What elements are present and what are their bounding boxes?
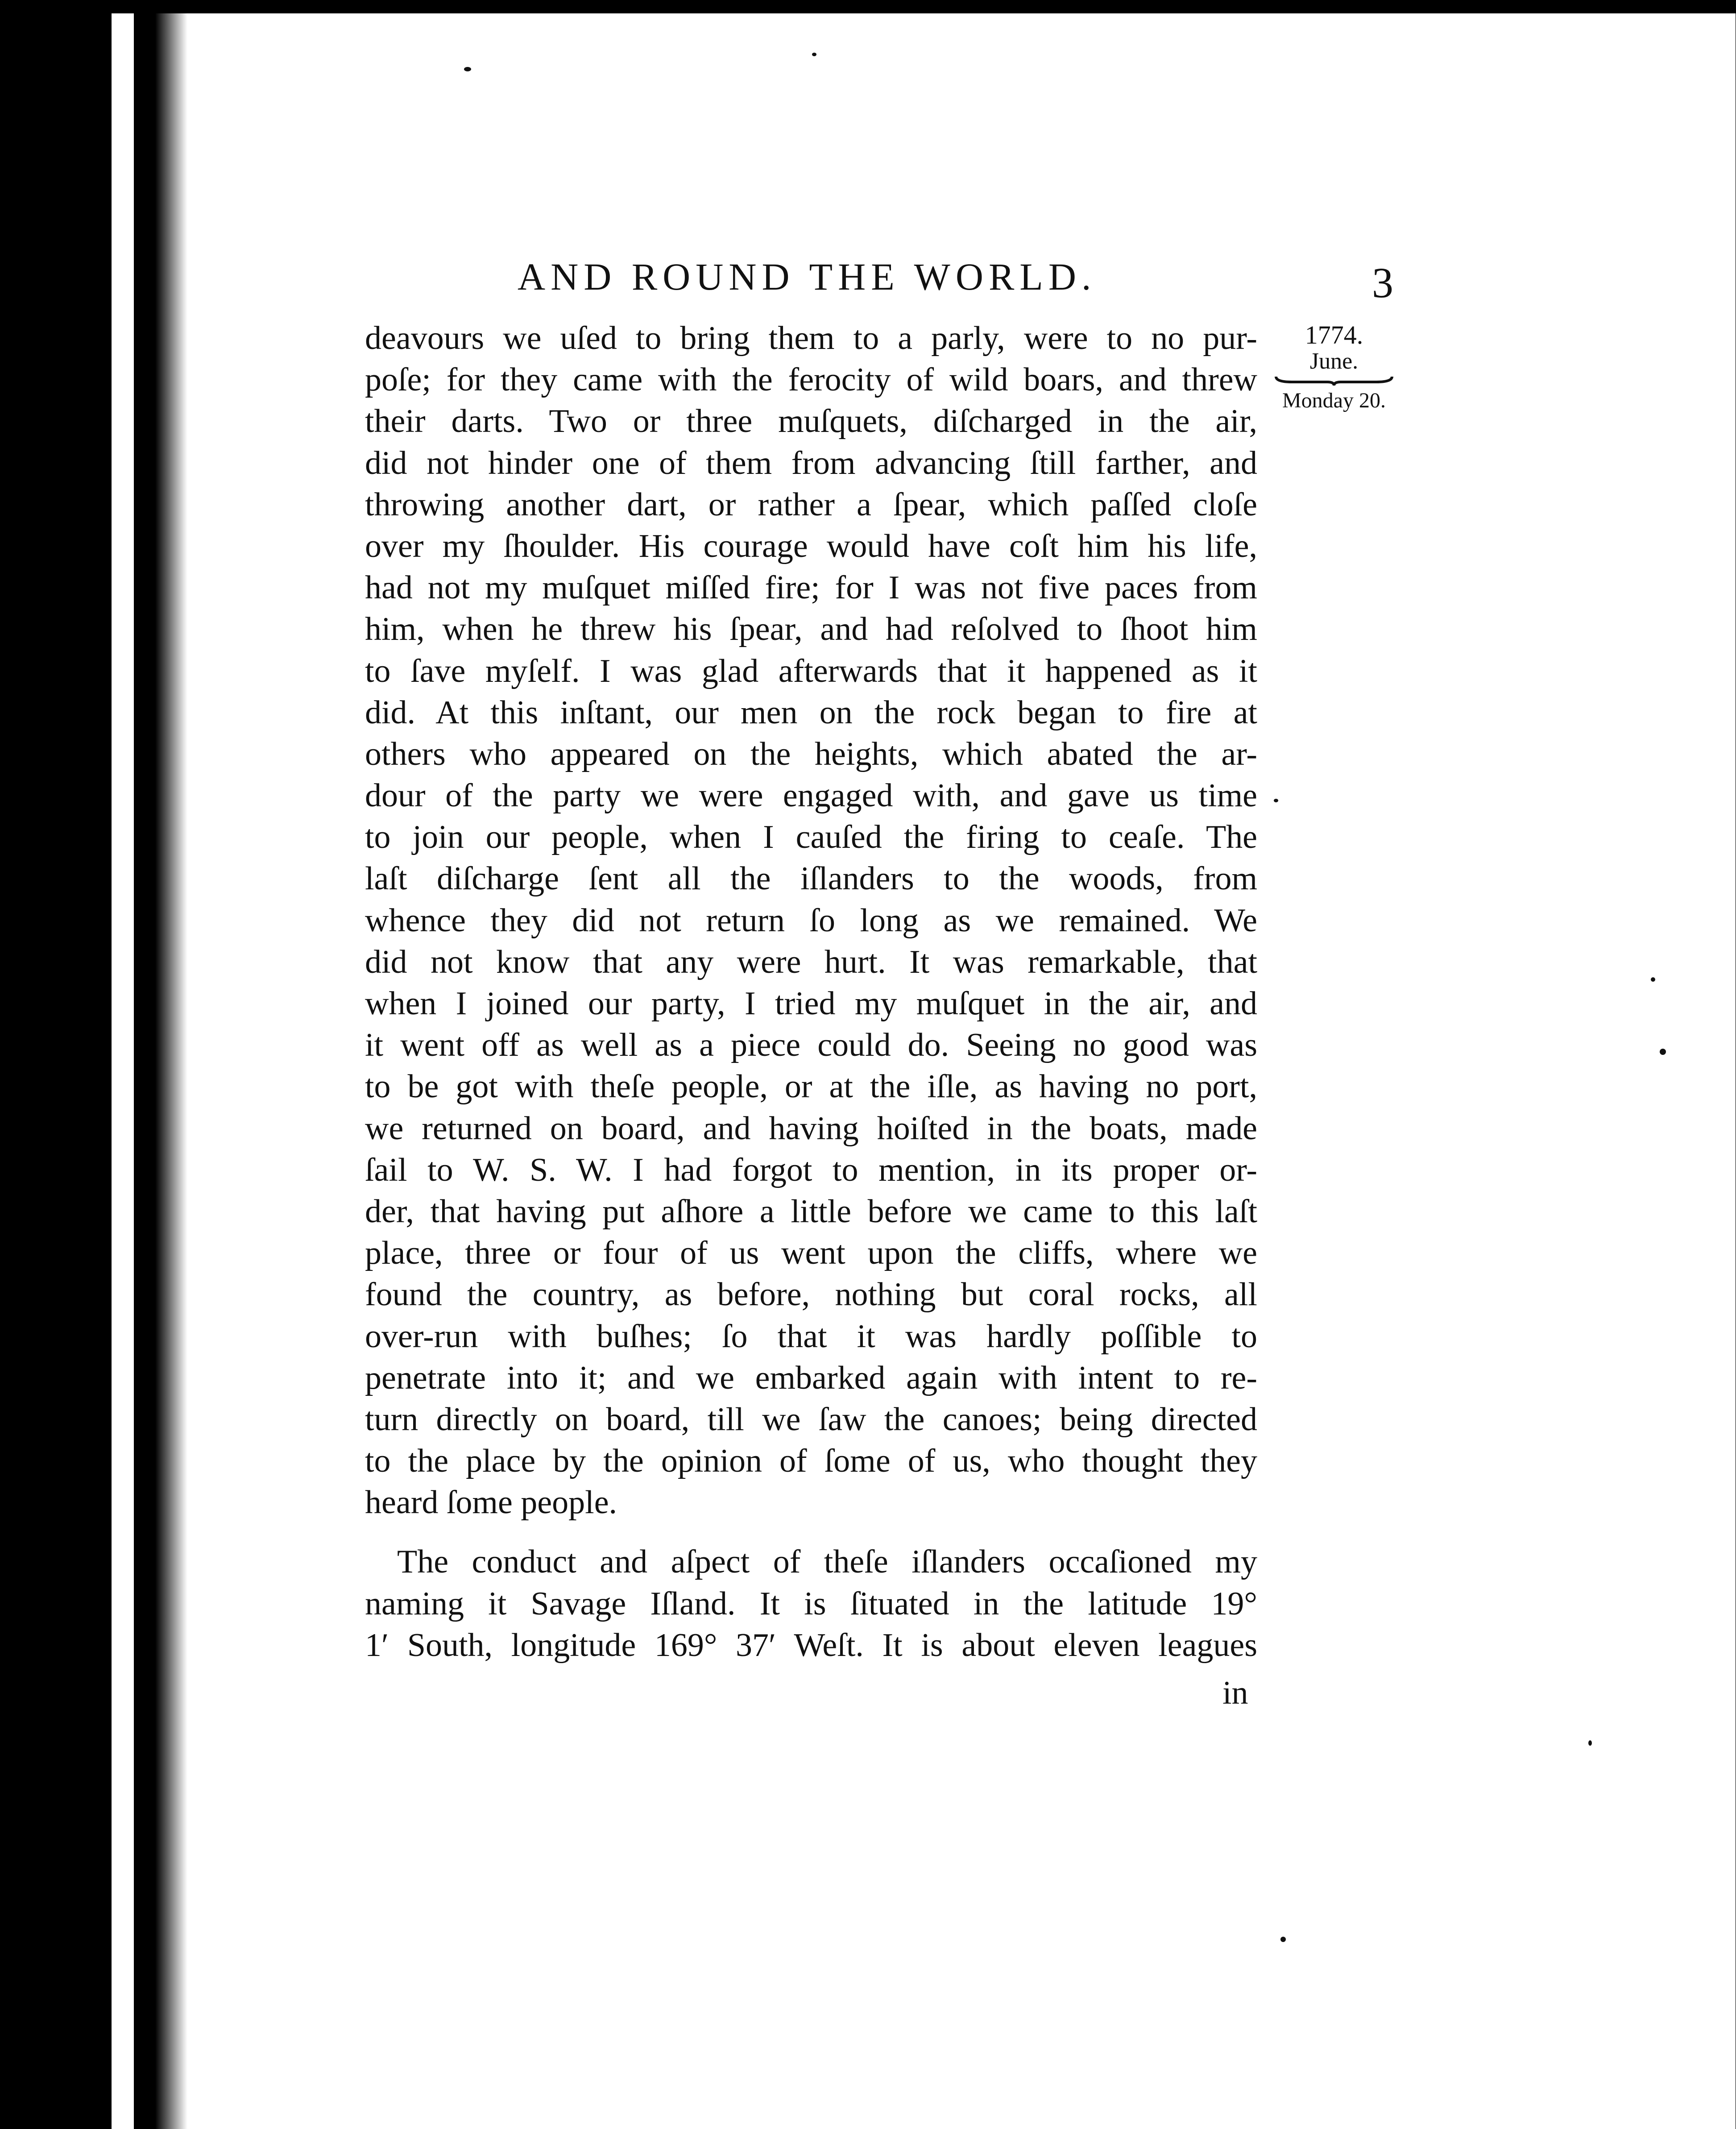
text-line: over my ſhoulder. His courage would have coſt him his life,	[365, 527, 1257, 564]
text-line: heard ſome people.	[365, 1484, 617, 1521]
scan-speck	[1588, 1740, 1592, 1746]
text-line: their darts. Two or three muſquets, diſcharged in the air,	[365, 403, 1257, 440]
margin-day: Monday 20.	[1282, 389, 1386, 412]
margin-note	[1267, 321, 1401, 412]
text-line: 1′ South, longitude 169° 37′ Weſt. It is about eleven leagues	[365, 1627, 1257, 1664]
text-line: had not my muſquet miſſed fire; for I was not five paces from	[365, 569, 1257, 606]
scan-speck	[1280, 1937, 1286, 1942]
text-line: did. At this inſtant, our men on the rock began to fire at	[365, 694, 1257, 731]
text-line: turn directly on board, till we ſaw the canoes; being directed	[365, 1401, 1257, 1438]
text-line: poſe; for they came with the ferocity of wild boars, and threw	[365, 361, 1257, 398]
scan-speck	[1274, 799, 1278, 802]
page-shadow	[134, 0, 187, 2129]
text-line: The conduct and aſpect of theſe iſlanders occaſioned my	[397, 1544, 1257, 1581]
scan-speck	[812, 53, 816, 56]
catchword: in	[1222, 1675, 1248, 1711]
text-line: found the country, as before, nothing but coral rocks, all	[365, 1276, 1257, 1313]
running-head: AND ROUND THE WORLD.	[518, 255, 1097, 298]
margin-year: 1774.	[1305, 320, 1363, 349]
scan-speck	[1660, 1049, 1666, 1055]
paragraph-2	[365, 1541, 1257, 1666]
text-line: naming it Savage Iſland. It is ſituated in the latitude 19°	[365, 1585, 1257, 1622]
text-line: whence they did not return ſo long as we remained. We	[365, 902, 1257, 939]
scan-speck	[464, 67, 471, 71]
text-line: der, that having put aſhore a little before we came to this laſt	[365, 1193, 1257, 1230]
text-line: did not hinder one of them from advancing ſtill farther, and	[365, 444, 1257, 481]
text-line: him, when he threw his ſpear, and had reſolved to ſhoot him	[365, 611, 1257, 648]
text-line: penetrate into it; and we embarked again with intent to re-	[365, 1359, 1257, 1396]
text-line: it went off as well as a piece could do. Seeing no good was	[365, 1027, 1257, 1064]
text-line: we returned on board, and having hoiſted in the boats, made	[365, 1110, 1257, 1147]
page-number: 3	[1372, 259, 1393, 307]
text-line: laſt diſcharge ſent all the iſlanders to the woods, from	[365, 860, 1257, 897]
text-line: place, three or four of us went upon the cliffs, where we	[365, 1235, 1257, 1272]
text-line: to be got with theſe people, or at the iſle, as having no port,	[365, 1068, 1257, 1105]
text-line: throwing another dart, or rather a ſpear, which paſſed cloſe	[365, 486, 1257, 523]
text-line: ſail to W. S. W. I had forgot to mention, in its proper or-	[365, 1151, 1257, 1188]
brace-icon	[1274, 375, 1394, 386]
scan-speck	[1651, 977, 1655, 982]
text-line: deavours we uſed to bring them to a parly, were to no pur-	[365, 320, 1257, 357]
text-line: others who appeared on the heights, which abated the ar-	[365, 735, 1257, 772]
text-line: did not know that any were hurt. It was remarkable, that	[365, 943, 1257, 980]
text-line: to join our people, when I cauſed the firing to ceaſe. The	[365, 819, 1257, 856]
text-line: to the place by the opinion of ſome of us, who thought they	[365, 1443, 1257, 1480]
book-binding	[0, 0, 112, 2129]
text-line: dour of the party we were engaged with, and gave us time	[365, 777, 1257, 814]
paragraph-1	[365, 318, 1257, 1523]
margin-month: June.	[1309, 349, 1359, 374]
text-line: over-run with buſhes; ſo that it was hardly poſſible to	[365, 1318, 1257, 1355]
text-line: to ſave myſelf. I was glad afterwards that it happened as it	[365, 652, 1257, 689]
body-text	[365, 318, 1257, 1666]
text-line: when I joined our party, I tried my muſquet in the air, and	[365, 985, 1257, 1022]
